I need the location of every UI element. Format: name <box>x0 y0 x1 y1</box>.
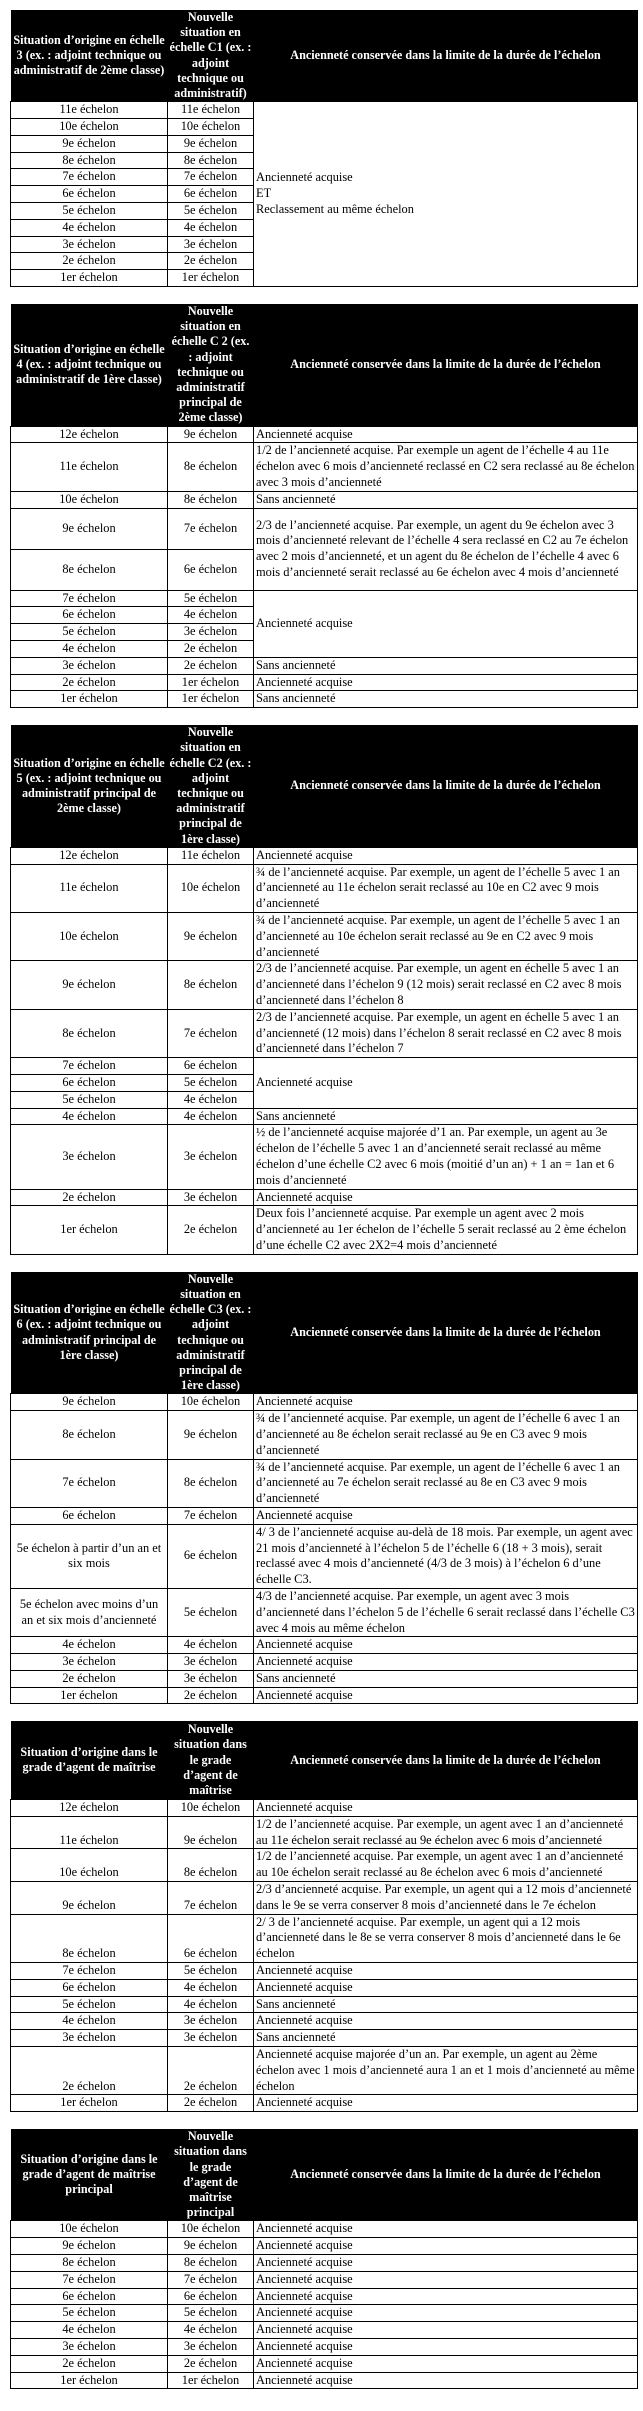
cell-origine: 5e échelon <box>11 203 168 220</box>
cell-origine: 11e échelon <box>11 1816 168 1849</box>
cell-nouvelle: 8e échelon <box>168 1849 254 1882</box>
cell-anciennete: Sans ancienneté <box>254 657 638 674</box>
cell-anciennete: Ancienneté acquise <box>254 2254 638 2271</box>
cell-anciennete: Ancienneté acquise <box>254 2271 638 2288</box>
cell-origine: 5e échelon avec moins d’un an et six mois d’ancienneté <box>11 1588 168 1636</box>
cell-nouvelle: 6e échelon <box>168 549 254 590</box>
cell-origine: 7e échelon <box>11 169 168 186</box>
cell-origine: 9e échelon <box>11 961 168 1009</box>
cell-origine: 2e échelon <box>11 2046 168 2094</box>
table-row <box>11 1009 638 1057</box>
cell-anciennete: Deux fois l’ancienneté acquise. Par exemple un agent avec 2 mois d’ancienneté au 1er échelon de l’échelle 5 serait reclassé au 2 ème échelon d’une échelle C2 avec 2X2=4 mois d’ancienneté <box>254 1206 638 1254</box>
cell-nouvelle: 10e échelon <box>168 1799 254 1816</box>
cell-nouvelle: 3e échelon <box>168 624 254 641</box>
table-row <box>11 426 638 443</box>
cell-anciennete: Ancienneté acquise <box>254 2322 638 2339</box>
cell-nouvelle: 6e échelon <box>168 1058 254 1075</box>
anciennete-line: Reclassement au même échelon <box>256 202 414 216</box>
table-row <box>11 1816 638 1849</box>
cell-anciennete: ¾ de l’ancienneté acquise. Par exemple, un agent de l’échelle 5 avec 1 an d’ancienneté au 10e échelon serait reclassé au 9e en C2 avec 9 mois d’ancienneté <box>254 912 638 960</box>
cell-origine: 9e échelon <box>11 2238 168 2255</box>
cell-origine: 2e échelon <box>11 1670 168 1687</box>
cell-anciennete: Ancienneté acquise <box>254 1799 638 1816</box>
table-row <box>11 1125 638 1189</box>
header-anciennete: Ancienneté conservée dans la limite de la durée de l’échelon <box>254 2129 638 2221</box>
cell-anciennete-merged: Ancienneté acquise <box>254 590 638 657</box>
cell-nouvelle: 3e échelon <box>168 2030 254 2047</box>
table-header-row <box>11 1721 638 1799</box>
header-nouvelle: Nouvelle situation en échelle C3 (ex. : adjoint technique ou administratif principal de 1ère classe) <box>168 1272 254 1394</box>
table-row <box>11 1411 638 1459</box>
cell-anciennete: Sans ancienneté <box>254 1670 638 1687</box>
table-row <box>11 1670 638 1687</box>
cell-nouvelle: 4e échelon <box>168 2322 254 2339</box>
table-echelle-4-to-c2 <box>10 304 638 708</box>
cell-origine: 7e échelon <box>11 1962 168 1979</box>
cell-nouvelle: 7e échelon <box>168 169 254 186</box>
cell-nouvelle: 6e échelon <box>168 1524 254 1588</box>
cell-nouvelle: 2e échelon <box>168 2046 254 2094</box>
cell-origine: 10e échelon <box>11 912 168 960</box>
cell-origine: 4e échelon <box>11 219 168 236</box>
cell-nouvelle: 7e échelon <box>168 1881 254 1914</box>
header-origine: Situation d’origine dans le grade d’agent de maîtrise principal <box>11 2129 168 2221</box>
cell-nouvelle: 2e échelon <box>168 1206 254 1254</box>
cell-anciennete: ½ de l’ancienneté acquise majorée d’1 an. Par exemple, un agent au 3e échelon de l’échelle 5 avec 1 an d’ancienneté serait reclassé au même échelon d’une échelle C2 avec 6 mois (moitié d’un an) + 1 an = 1an et 6 mois d’ancienneté <box>254 1125 638 1189</box>
cell-nouvelle: 10e échelon <box>168 1394 254 1411</box>
cell-nouvelle: 4e échelon <box>168 1108 254 1125</box>
table-row <box>11 102 638 119</box>
cell-origine: 2e échelon <box>11 1189 168 1206</box>
cell-nouvelle: 9e échelon <box>168 1411 254 1459</box>
cell-origine: 11e échelon <box>11 102 168 119</box>
cell-nouvelle: 6e échelon <box>168 2288 254 2305</box>
cell-nouvelle: 2e échelon <box>168 2095 254 2112</box>
cell-anciennete: Ancienneté acquise <box>254 847 638 864</box>
header-origine: Situation d’origine en échelle 4 (ex. : adjoint technique ou administratif de 1ère classe) <box>11 304 168 426</box>
cell-origine: 4e échelon <box>11 2013 168 2030</box>
cell-nouvelle: 4e échelon <box>168 1637 254 1654</box>
header-anciennete: Ancienneté conservée dans la limite de la durée de l’échelon <box>254 304 638 426</box>
cell-origine: 7e échelon <box>11 590 168 607</box>
cell-nouvelle: 10e échelon <box>168 864 254 912</box>
cell-nouvelle: 4e échelon <box>168 607 254 624</box>
cell-origine: 7e échelon <box>11 1459 168 1507</box>
table-row <box>11 1588 638 1636</box>
cell-origine: 6e échelon <box>11 1507 168 1524</box>
cell-anciennete-merged: Ancienneté acquise <box>254 1058 638 1108</box>
cell-origine: 1er échelon <box>11 1687 168 1704</box>
cell-anciennete: Ancienneté acquise <box>254 2238 638 2255</box>
cell-origine: 5e échelon <box>11 2305 168 2322</box>
table-row <box>11 2046 638 2094</box>
cell-anciennete: 2/ 3 de l’ancienneté acquise. Par exemple, un agent qui a 12 mois d’ancienneté dans le 8e se verra conserver 8 mois d’ancienneté dans le 6e échelon <box>254 1914 638 1962</box>
table-row <box>11 1979 638 1996</box>
cell-anciennete: Ancienneté acquise <box>254 2372 638 2389</box>
table-row <box>11 2221 638 2238</box>
cell-nouvelle: 5e échelon <box>168 2305 254 2322</box>
cell-origine: 1er échelon <box>11 691 168 708</box>
cell-nouvelle: 4e échelon <box>168 219 254 236</box>
cell-anciennete: Ancienneté acquise <box>254 2338 638 2355</box>
table-row <box>11 1459 638 1507</box>
cell-nouvelle: 3e échelon <box>168 1670 254 1687</box>
table-row <box>11 443 638 491</box>
cell-nouvelle: 8e échelon <box>168 1459 254 1507</box>
table-echelle-3-to-c1 <box>10 10 638 287</box>
table-row <box>11 1962 638 1979</box>
table-row <box>11 1914 638 1962</box>
header-anciennete: Ancienneté conservée dans la limite de la durée de l’échelon <box>254 725 638 847</box>
cell-origine: 1er échelon <box>11 270 168 287</box>
cell-nouvelle: 5e échelon <box>168 1962 254 1979</box>
cell-nouvelle: 3e échelon <box>168 2013 254 2030</box>
header-origine: Situation d’origine en échelle 5 (ex. : adjoint technique ou administratif principal de 2ème classe) <box>11 725 168 847</box>
header-anciennete: Ancienneté conservée dans la limite de la durée de l’échelon <box>254 10 638 102</box>
table-row <box>11 1058 638 1075</box>
table-row <box>11 1189 638 1206</box>
table-row <box>11 508 638 549</box>
table-row <box>11 847 638 864</box>
table-header-row <box>11 1272 638 1394</box>
cell-anciennete: Ancienneté acquise <box>254 2355 638 2372</box>
cell-anciennete: Ancienneté acquise <box>254 1687 638 1704</box>
cell-nouvelle: 3e échelon <box>168 1189 254 1206</box>
cell-anciennete: Ancienneté acquise <box>254 426 638 443</box>
table-row <box>11 2372 638 2389</box>
cell-origine: 8e échelon <box>11 1914 168 1962</box>
cell-origine: 4e échelon <box>11 1108 168 1125</box>
cell-anciennete: Ancienneté acquise <box>254 2221 638 2238</box>
cell-nouvelle: 9e échelon <box>168 135 254 152</box>
cell-anciennete: Sans ancienneté <box>254 691 638 708</box>
cell-anciennete: 4/3 de l’ancienneté acquise. Par exemple, un agent avec 3 mois d’ancienneté dans l’échelon 5 de l’échelle 6 serait reclassé dans l’échelle C3 avec 4 mois au même échelon <box>254 1588 638 1636</box>
cell-origine: 7e échelon <box>11 2271 168 2288</box>
cell-anciennete: 1/2 de l’ancienneté acquise. Par exemple, un agent avec 1 an d’ancienneté au 10e échelon serait reclassé au 8e échelon avec 6 mois d’ancienneté <box>254 1849 638 1882</box>
cell-anciennete: Ancienneté acquise <box>254 1637 638 1654</box>
cell-nouvelle: 7e échelon <box>168 2271 254 2288</box>
cell-nouvelle: 2e échelon <box>168 253 254 270</box>
cell-anciennete-merged <box>254 102 638 287</box>
cell-anciennete: Ancienneté acquise <box>254 2305 638 2322</box>
table-row <box>11 1507 638 1524</box>
table-row <box>11 1799 638 1816</box>
table-agent-de-maitrise <box>10 1721 638 2112</box>
cell-anciennete: Ancienneté acquise <box>254 2095 638 2112</box>
table-row <box>11 1206 638 1254</box>
cell-nouvelle: 4e échelon <box>168 1091 254 1108</box>
cell-origine: 12e échelon <box>11 426 168 443</box>
cell-nouvelle: 2e échelon <box>168 640 254 657</box>
table-row <box>11 1849 638 1882</box>
table-row <box>11 1524 638 1588</box>
table-row <box>11 590 638 607</box>
table-header-row <box>11 725 638 847</box>
cell-nouvelle: 2e échelon <box>168 657 254 674</box>
header-nouvelle: Nouvelle situation dans le grade d’agent de maîtrise <box>168 1721 254 1799</box>
header-nouvelle: Nouvelle situation en échelle C2 (ex. : adjoint technique ou administratif principal de 1ère classe) <box>168 725 254 847</box>
cell-nouvelle: 2e échelon <box>168 2355 254 2372</box>
cell-nouvelle: 10e échelon <box>168 2221 254 2238</box>
cell-anciennete: Ancienneté acquise <box>254 1189 638 1206</box>
table-row <box>11 2030 638 2047</box>
table-row <box>11 2322 638 2339</box>
cell-anciennete: ¾ de l’ancienneté acquise. Par exemple, un agent de l’échelle 6 avec 1 an d’ancienneté au 8e échelon serait reclassé au 9e en C3 avec 9 mois d’ancienneté <box>254 1411 638 1459</box>
cell-nouvelle: 5e échelon <box>168 590 254 607</box>
table-header-row <box>11 2129 638 2221</box>
cell-nouvelle: 3e échelon <box>168 236 254 253</box>
table-row <box>11 2254 638 2271</box>
header-nouvelle: Nouvelle situation dans le grade d’agent de maîtrise principal <box>168 2129 254 2221</box>
cell-anciennete: 4/ 3 de l’ancienneté acquise au-delà de 18 mois. Par exemple, un agent avec 21 mois d’ancienneté à l’échelon 5 de l’échelle 6 (18 + 3 mois), serait reclassé avec 4 mois d’ancienneté (4/3 de 3 mois) à l’échelon 6 d’une échelle C3. <box>254 1524 638 1588</box>
cell-anciennete: Sans ancienneté <box>254 1996 638 2013</box>
cell-anciennete: 2/3 de l’ancienneté acquise. Par exemple, un agent en échelle 5 avec 1 an d’ancienneté (12 mois) dans l’échelon 8 serait reclassé en C2 avec 8 mois d’ancienneté dans l’échelon 7 <box>254 1009 638 1057</box>
cell-origine: 10e échelon <box>11 119 168 136</box>
table-header-row <box>11 10 638 102</box>
table-row <box>11 674 638 691</box>
cell-origine: 3e échelon <box>11 1125 168 1189</box>
cell-origine: 9e échelon <box>11 135 168 152</box>
cell-nouvelle: 1er échelon <box>168 674 254 691</box>
anciennete-line: ET <box>256 186 272 201</box>
cell-nouvelle: 5e échelon <box>168 1074 254 1091</box>
cell-origine: 4e échelon <box>11 640 168 657</box>
header-origine: Situation d’origine en échelle 6 (ex. : adjoint technique ou administratif principal de 1ère classe) <box>11 1272 168 1394</box>
cell-origine: 10e échelon <box>11 2221 168 2238</box>
header-nouvelle: Nouvelle situation en échelle C1 (ex. : adjoint technique ou administratif) <box>168 10 254 102</box>
cell-anciennete: Ancienneté acquise <box>254 2013 638 2030</box>
cell-origine: 3e échelon <box>11 2030 168 2047</box>
cell-anciennete: Sans ancienneté <box>254 2030 638 2047</box>
cell-origine: 4e échelon <box>11 1637 168 1654</box>
cell-origine: 2e échelon <box>11 674 168 691</box>
cell-origine: 6e échelon <box>11 2288 168 2305</box>
table-row <box>11 691 638 708</box>
table-row <box>11 2095 638 2112</box>
cell-nouvelle: 6e échelon <box>168 1914 254 1962</box>
table-row <box>11 2355 638 2372</box>
cell-origine: 9e échelon <box>11 1881 168 1914</box>
header-anciennete: Ancienneté conservée dans la limite de la durée de l’échelon <box>254 1721 638 1799</box>
cell-origine: 10e échelon <box>11 491 168 508</box>
cell-origine: 10e échelon <box>11 1849 168 1882</box>
cell-nouvelle: 1er échelon <box>168 270 254 287</box>
cell-nouvelle: 9e échelon <box>168 912 254 960</box>
cell-nouvelle: 4e échelon <box>168 1979 254 1996</box>
table-row <box>11 1687 638 1704</box>
table-row <box>11 2271 638 2288</box>
cell-nouvelle: 8e échelon <box>168 2254 254 2271</box>
table-row <box>11 2305 638 2322</box>
cell-nouvelle: 8e échelon <box>168 152 254 169</box>
cell-anciennete: 1/2 de l’ancienneté acquise. Par exemple, un agent avec 1 an d’ancienneté au 11e échelon serait reclassé au 9e échelon avec 6 mois d’ancienneté <box>254 1816 638 1849</box>
table-row <box>11 1881 638 1914</box>
table-row <box>11 1996 638 2013</box>
table-row <box>11 1637 638 1654</box>
cell-origine: 5e échelon à partir d’un an et six mois <box>11 1524 168 1588</box>
cell-origine: 3e échelon <box>11 236 168 253</box>
cell-nouvelle: 3e échelon <box>168 1654 254 1671</box>
cell-origine: 9e échelon <box>11 1394 168 1411</box>
cell-anciennete: Ancienneté acquise <box>254 1979 638 1996</box>
cell-anciennete: Ancienneté acquise <box>254 1654 638 1671</box>
table-row <box>11 2288 638 2305</box>
cell-origine: 6e échelon <box>11 1074 168 1091</box>
cell-nouvelle: 2e échelon <box>168 1687 254 1704</box>
table-row <box>11 657 638 674</box>
cell-origine: 8e échelon <box>11 549 168 590</box>
cell-anciennete: Ancienneté acquise <box>254 674 638 691</box>
cell-origine: 1er échelon <box>11 1206 168 1254</box>
cell-nouvelle: 7e échelon <box>168 1507 254 1524</box>
cell-origine: 8e échelon <box>11 2254 168 2271</box>
cell-anciennete-merged: 2/3 de l’ancienneté acquise. Par exemple, un agent du 9e échelon avec 3 mois d’ancienneté relevant de l’échelle 4 sera reclassé en C2 au 7e échelon avec 2 mois d’ancienneté, et un agent du 8e échelon de l’échelle 4 avec 6 mois d’ancienneté serait reclassé au 6e échelon avec 4 mois d’ancienneté <box>254 508 638 590</box>
table-row <box>11 491 638 508</box>
table-row <box>11 864 638 912</box>
cell-nouvelle: 3e échelon <box>168 2338 254 2355</box>
table-row <box>11 1394 638 1411</box>
cell-origine: 6e échelon <box>11 1979 168 1996</box>
table-row <box>11 2338 638 2355</box>
cell-nouvelle: 5e échelon <box>168 1588 254 1636</box>
cell-nouvelle: 1er échelon <box>168 2372 254 2389</box>
cell-origine: 2e échelon <box>11 2355 168 2372</box>
header-origine: Situation d’origine dans le grade d’agent de maîtrise <box>11 1721 168 1799</box>
cell-origine: 1er échelon <box>11 2372 168 2389</box>
cell-nouvelle: 11e échelon <box>168 102 254 119</box>
cell-origine: 6e échelon <box>11 186 168 203</box>
cell-nouvelle: 8e échelon <box>168 443 254 491</box>
table-row <box>11 2238 638 2255</box>
cell-origine: 2e échelon <box>11 253 168 270</box>
table-row <box>11 2013 638 2030</box>
table-header-row <box>11 304 638 426</box>
cell-origine: 5e échelon <box>11 624 168 641</box>
cell-origine: 6e échelon <box>11 607 168 624</box>
cell-origine: 8e échelon <box>11 1411 168 1459</box>
cell-origine: 8e échelon <box>11 1009 168 1057</box>
cell-origine: 3e échelon <box>11 1654 168 1671</box>
cell-origine: 12e échelon <box>11 847 168 864</box>
cell-nouvelle: 6e échelon <box>168 186 254 203</box>
table-row <box>11 1654 638 1671</box>
cell-nouvelle: 10e échelon <box>168 119 254 136</box>
cell-origine: 3e échelon <box>11 2338 168 2355</box>
cell-anciennete: 2/3 de l’ancienneté acquise. Par exemple, un agent en échelle 5 avec 1 an d’ancienneté dans l’échelon 9 (12 mois) serait reclassé en C2 avec 8 mois d’ancienneté dans l’échelon 8 <box>254 961 638 1009</box>
cell-nouvelle: 9e échelon <box>168 1816 254 1849</box>
cell-origine: 9e échelon <box>11 508 168 549</box>
cell-nouvelle: 3e échelon <box>168 1125 254 1189</box>
cell-nouvelle: 8e échelon <box>168 491 254 508</box>
cell-origine: 5e échelon <box>11 1091 168 1108</box>
table-row <box>11 1108 638 1125</box>
cell-anciennete: Sans ancienneté <box>254 491 638 508</box>
cell-origine: 5e échelon <box>11 1996 168 2013</box>
cell-nouvelle: 9e échelon <box>168 2238 254 2255</box>
cell-nouvelle: 4e échelon <box>168 1996 254 2013</box>
cell-origine: 11e échelon <box>11 864 168 912</box>
cell-nouvelle: 8e échelon <box>168 961 254 1009</box>
cell-origine: 12e échelon <box>11 1799 168 1816</box>
cell-nouvelle: 5e échelon <box>168 203 254 220</box>
table-row <box>11 912 638 960</box>
table-echelle-5-to-c2 <box>10 725 638 1255</box>
header-nouvelle: Nouvelle situation en échelle C 2 (ex. : adjoint technique ou administratif principal de 2ème classe) <box>168 304 254 426</box>
cell-anciennete: Sans ancienneté <box>254 1108 638 1125</box>
table-row <box>11 961 638 1009</box>
header-anciennete: Ancienneté conservée dans la limite de la durée de l’échelon <box>254 1272 638 1394</box>
cell-nouvelle: 11e échelon <box>168 847 254 864</box>
cell-nouvelle: 1er échelon <box>168 691 254 708</box>
cell-anciennete: Ancienneté acquise <box>254 1507 638 1524</box>
cell-nouvelle: 7e échelon <box>168 1009 254 1057</box>
cell-anciennete: Ancienneté acquise <box>254 1962 638 1979</box>
header-origine: Situation d’origine en échelle 3 (ex. : adjoint technique ou administratif de 2ème classe) <box>11 10 168 102</box>
cell-anciennete: ¾ de l’ancienneté acquise. Par exemple, un agent de l’échelle 5 avec 1 an d’ancienneté au 11e échelon serait reclassé au 10e en C2 avec 9 mois d’ancienneté <box>254 864 638 912</box>
cell-origine: 1er échelon <box>11 2095 168 2112</box>
cell-origine: 3e échelon <box>11 657 168 674</box>
cell-anciennete: Ancienneté acquise <box>254 1394 638 1411</box>
anciennete-line: Ancienneté acquise <box>256 170 353 185</box>
cell-anciennete: Ancienneté acquise <box>254 2288 638 2305</box>
cell-origine: 8e échelon <box>11 152 168 169</box>
cell-anciennete: ¾ de l’ancienneté acquise. Par exemple, un agent de l’échelle 6 avec 1 an d’ancienneté au 7e échelon serait reclassé au 8e en C3 avec 9 mois d’ancienneté <box>254 1459 638 1507</box>
cell-nouvelle: 9e échelon <box>168 426 254 443</box>
table-echelle-6-to-c3 <box>10 1272 638 1705</box>
cell-origine: 4e échelon <box>11 2322 168 2339</box>
cell-origine: 7e échelon <box>11 1058 168 1075</box>
cell-anciennete: 2/3 d’ancienneté acquise. Par exemple, un agent qui a 12 mois d’ancienneté dans le 9e se verra conserver 8 mois d’ancienneté dans le 7e échelon <box>254 1881 638 1914</box>
cell-nouvelle: 7e échelon <box>168 508 254 549</box>
table-agent-de-maitrise-principal <box>10 2129 638 2389</box>
cell-origine: 11e échelon <box>11 443 168 491</box>
cell-anciennete: Ancienneté acquise majorée d’un an. Par exemple, un agent au 2ème échelon avec 1 mois d’ancienneté aura 1 an et 1 mois d’ancienneté au même échelon <box>254 2046 638 2094</box>
cell-anciennete: 1/2 de l’ancienneté acquise. Par exemple un agent de l’échelle 4 au 11e échelon avec 6 mois d’ancienneté reclassé en C2 sera reclassé au 8e échelon avec 3 mois d’ancienneté <box>254 443 638 491</box>
